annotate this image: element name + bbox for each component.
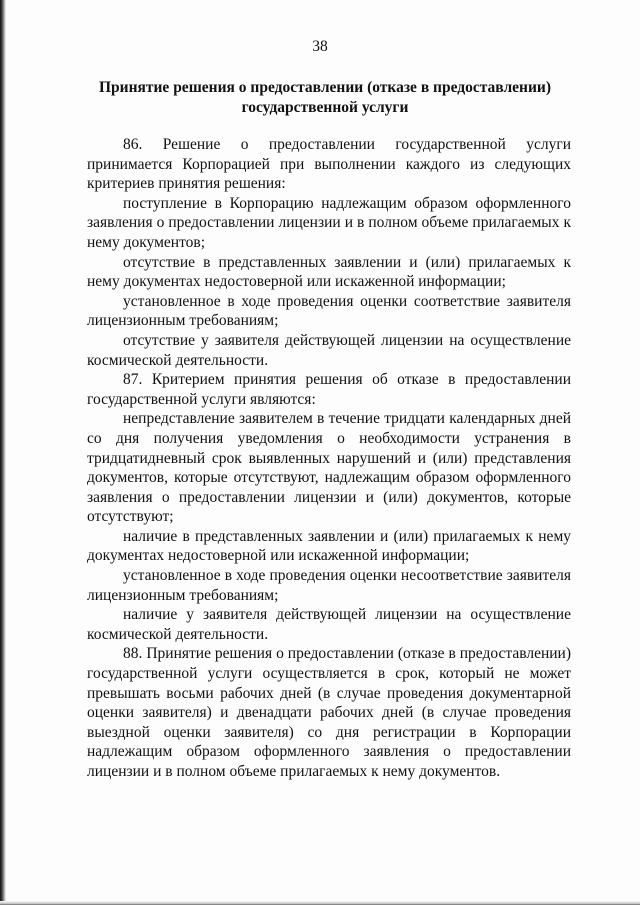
criterion-paragraph: отсутствие в представленных заявлении и (или) прилагаемых к нему документах недостоверной или искаженной информации; bbox=[87, 253, 571, 291]
criterion-paragraph: отсутствие у заявителя действующей лицензии на осуществление космической деятельности. bbox=[87, 331, 571, 369]
refusal-criterion-paragraph: непредставление заявителем в течение тридцати календарных дней со дня получения уведомления о необходимости устранения в тридцатидневный срок выявленных нарушений и (или) представления документов, которые отсутствуют, надлежащим образом оформленного заявления о предоставлении лицензии и (или) документов, которые отсутствуют; bbox=[87, 410, 571, 526]
page-number: 38 bbox=[312, 38, 328, 55]
section-heading bbox=[80, 78, 570, 118]
section-heading-line-2: государственной услуги bbox=[241, 99, 409, 116]
section-heading-line-1: Принятие решения о предоставлении (отказе в предоставлении) bbox=[98, 79, 552, 96]
refusal-criterion-paragraph: установленное в ходе проведения оценки несоответствие заявителя лицензионным требованиям; bbox=[87, 567, 571, 604]
criterion-paragraph: поступление в Корпорацию надлежащим образом оформленного заявления о предоставлении лицензии и в полном объеме прилагаемых к нему документов; bbox=[87, 194, 571, 251]
paragraph-86: 86. Решение о предоставлении государственной услуги принимается Корпорацией при выполнении каждого из следующих критериев принятия решения: bbox=[87, 136, 571, 193]
document-body bbox=[87, 135, 571, 782]
paragraph-87: 87. Критерием принятия решения об отказе в предоставлении государственной услуги являются: bbox=[87, 371, 571, 408]
paragraph-88: 88. Принятие решения о предоставлении (отказе в предоставлении) государственной услуги осуществляется в срок, который не может превышать восьми рабочих дней (в случае проведения документарной оценки заявителя) и двенадцати рабочих дней (в случае проведения выездной оценки заявителя) со дня регистрации в Корпорации надлежащим образом оформленного заявления о предоставлении лицензии и в полном объеме прилагаемых к нему документов. bbox=[87, 645, 571, 780]
criterion-paragraph: установленное в ходе проведения оценки соответствие заявителя лицензионным требованиям; bbox=[87, 292, 571, 330]
refusal-criterion-paragraph: наличие в представленных заявлении и (или) прилагаемых к нему документах недостоверной или искаженной информации; bbox=[87, 527, 571, 565]
refusal-criterion-paragraph: наличие у заявителя действующей лицензии на осуществление космической деятельности. bbox=[87, 606, 571, 643]
